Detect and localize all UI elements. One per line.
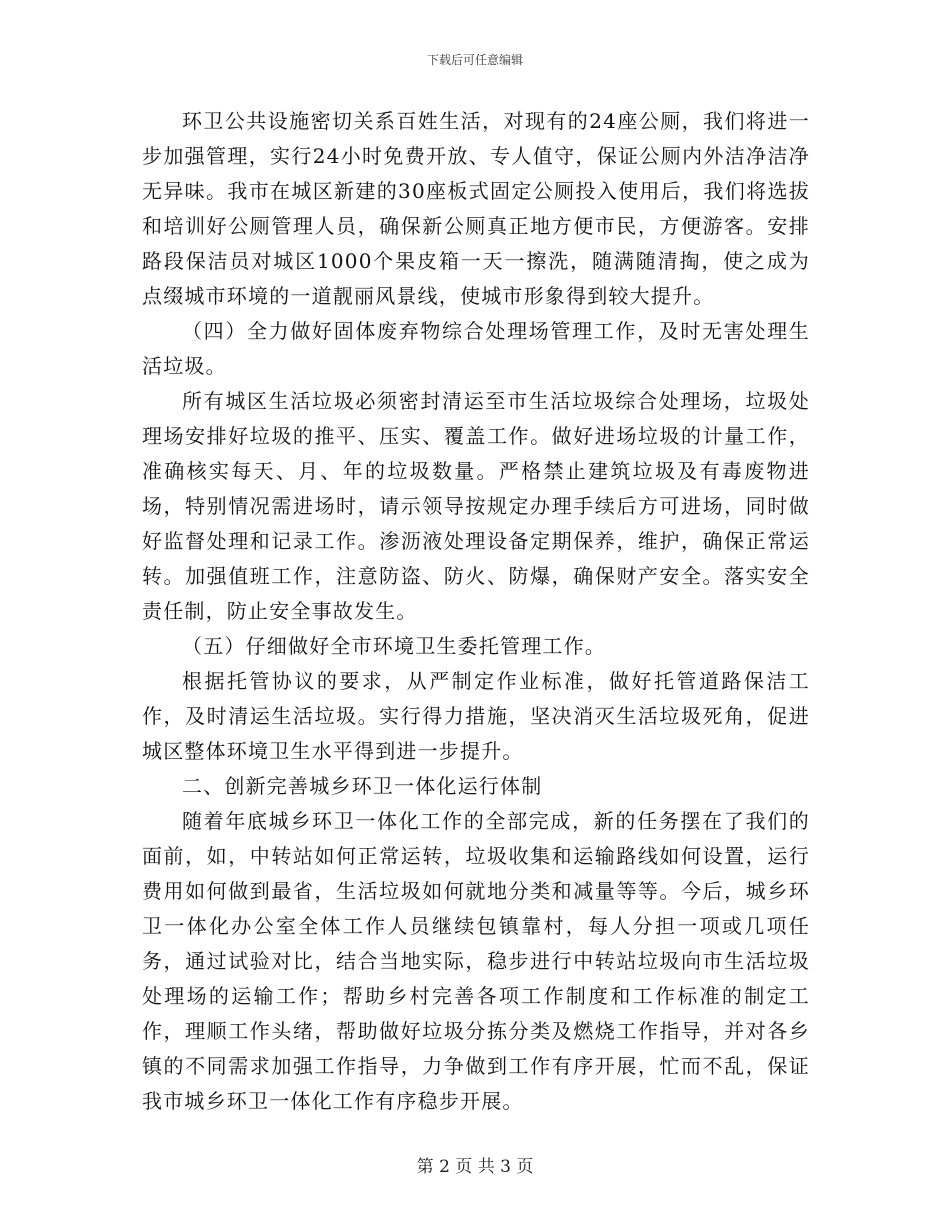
page-number-footer: 第 2 页 共 3 页 bbox=[416, 1157, 534, 1177]
heading-urban-rural-integration: 二、创新完善城乡环卫一体化运行体制 bbox=[182, 774, 543, 798]
document-body bbox=[142, 104, 810, 1119]
paragraph-waste-processing: 所有城区生活垃圾必须密封清运至市生活垃圾综合处理场，垃圾处理场安排好垃圾的推平、压实、覆盖工作。做好进场垃圾的计量工作，准确核实每天、月、年的垃圾数量。严格禁止建筑垃圾及有毒废物进场，特别情况需进场时，请示领导按规定办理手续后方可进场，同时做好监督处理和记录工作。渗沥液处理设备定期保养，维护，确保正常运转。加强值班工作，注意防盗、防火、防爆，确保财产安全。落实安全责任制，防止安全事故发生。 bbox=[142, 389, 810, 623]
paragraph-urban-rural-integration: 随着年底城乡环卫一体化工作的全部完成，新的任务摆在了我们的面前，如，中转站如何正常运转，垃圾收集和运输路线如何设置，运行费用如何做到最省，生活垃圾如何就地分类和减量等等。今后，城乡环卫一体化办公室全体工作人员继续包镇靠村，每人分担一项或几项任务，通过试验对比，结合当地实际，稳步进行中转站垃圾向市生活垃圾处理场的运输工作；帮助乡村完善各项工作制度和工作标准的制定工作，理顺工作头绪，帮助做好垃圾分拣分类及燃烧工作指导，并对各乡镇的不同需求加强工作指导，力争做到工作有序开展，忙而不乱，保证我市城乡环卫一体化工作有序稳步开展。 bbox=[142, 809, 810, 1113]
paragraph-sanitation-facilities: 环卫公共设施密切关系百姓生活，对现有的24座公厕，我们将进一步加强管理，实行24小时免费开放、专人值守，保证公厕内外洁净洁净无异味。我市在城区新建的30座板式固定公厕投入使用后，我们将选拔和培训好公厕管理人员，确保新公厕真正地方便市民，方便游客。安排路段保洁员对城区1000个果皮箱一天一擦洗，随满随清掏，使之成为点缀城市环境的一道靓丽风景线，使城市形象得到较大提升。 bbox=[142, 109, 810, 308]
heading-entrusted-management-section: （五）仔细做好全市环境卫生委托管理工作。 bbox=[182, 634, 606, 658]
paragraph-entrusted-management: 根据托管协议的要求，从严制定作业标准，做好托管道路保洁工作，及时清运生活垃圾。实行得力措施，坚决消灭生活垃圾死角，促进城区整体环境卫生水平得到进一步提升。 bbox=[142, 669, 810, 763]
page-header: 下载后可任意编辑 bbox=[426, 53, 523, 67]
heading-solid-waste-section: （四）全力做好固体废弃物综合处理场管理工作，及时无害处理生活垃圾。 bbox=[142, 319, 810, 378]
